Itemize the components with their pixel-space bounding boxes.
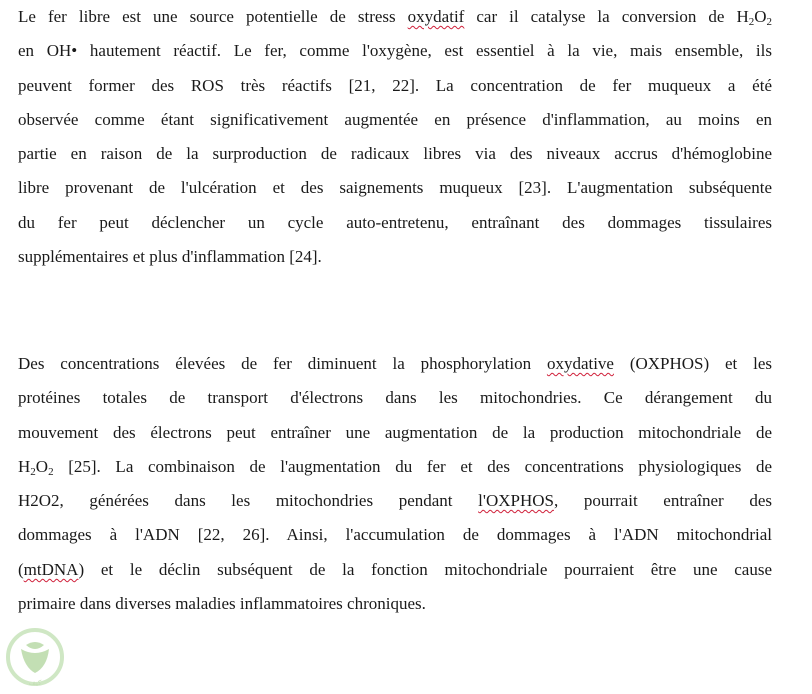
paragraph-iron-oxidative-stress bbox=[18, 0, 772, 274]
spellcheck-word[interactable]: oxydatif bbox=[407, 7, 465, 26]
text-line: du fer peut déclencher un cycle auto-entretenu, entraînant des dommages tissulaires bbox=[18, 212, 772, 232]
text-line: primaire dans diverses maladies inflammatoires chroniques. bbox=[18, 594, 426, 614]
text-run: ( bbox=[18, 559, 24, 579]
text-run: ) et le déclin subséquent de la fonction mitochondriale pourraient être une cause bbox=[78, 559, 772, 579]
spellcheck-word[interactable]: l'OXPHOS bbox=[478, 491, 554, 511]
text-line bbox=[18, 0, 772, 34]
text-line bbox=[18, 553, 772, 587]
text-run: H2O2, générées dans les mitochondries pendant bbox=[18, 491, 479, 511]
text-line: dommages à l'ADN [22, 26]. Ainsi, l'accumulation de dommages à l'ADN mitochondrial bbox=[18, 525, 772, 545]
text-run: • hautement réactif. Le fer, comme l'oxygène, est essentiel à la vie, mais ensemble, ils bbox=[71, 41, 772, 61]
text-run: (OXPHOS) et les bbox=[613, 354, 772, 373]
text-run: , pourrait entraîner des bbox=[553, 491, 772, 511]
text-run: car il catalyse la conversion de H bbox=[464, 7, 749, 26]
text-line: supplémentaires et plus d'inflammation [24]. bbox=[18, 247, 322, 267]
text-line: mouvement des électrons peut entraîner une augmentation de la production mitochondriale de bbox=[18, 422, 772, 442]
text-line: observée comme étant significativement augmentée en présence d'inflammation, au moins en bbox=[18, 109, 772, 129]
text-line bbox=[18, 484, 772, 518]
text-run: O bbox=[754, 7, 767, 26]
text-line bbox=[18, 347, 772, 381]
subscript: 2 bbox=[30, 465, 36, 478]
text-line: partie en raison de la surproduction de radicaux libres via des niveaux accrus d'hémoglobine bbox=[18, 144, 772, 164]
text-run: [25]. La combinaison de l'augmentation du fer et des concentrations physiologiques de bbox=[53, 456, 772, 476]
spellcheck-word[interactable]: mtDNA bbox=[23, 559, 79, 579]
text-line: protéines totales de transport d'électrons dans les mitochondries. Ce dérangement du bbox=[18, 388, 772, 408]
subscript: 2 bbox=[748, 16, 755, 28]
spellcheck-word[interactable]: oxydative bbox=[546, 354, 614, 373]
text-run: en OH bbox=[18, 41, 72, 61]
paragraph-iron-mitochondria bbox=[18, 347, 772, 621]
leaf-shield-logo-icon bbox=[2, 627, 68, 689]
text-line: libre provenant de l'ulcération et des saignements muqueux [23]. L'augmentation subséquente bbox=[18, 178, 772, 198]
text-run: H bbox=[18, 456, 31, 476]
subscript: 2 bbox=[766, 16, 772, 28]
text-run: Des concentrations élevées de fer diminuent la phosphorylation bbox=[18, 354, 547, 373]
text-run: O bbox=[35, 456, 49, 476]
text-line: peuvent former des ROS très réactifs [21, 22]. La concentration de fer muqueux a été bbox=[18, 75, 772, 95]
text-run: Le fer libre est une source potentielle de stress bbox=[18, 7, 408, 26]
watermark-caption: كيف bbox=[28, 679, 42, 687]
text-line bbox=[18, 34, 772, 68]
subscript: 2 bbox=[48, 465, 54, 478]
text-line bbox=[18, 450, 772, 484]
